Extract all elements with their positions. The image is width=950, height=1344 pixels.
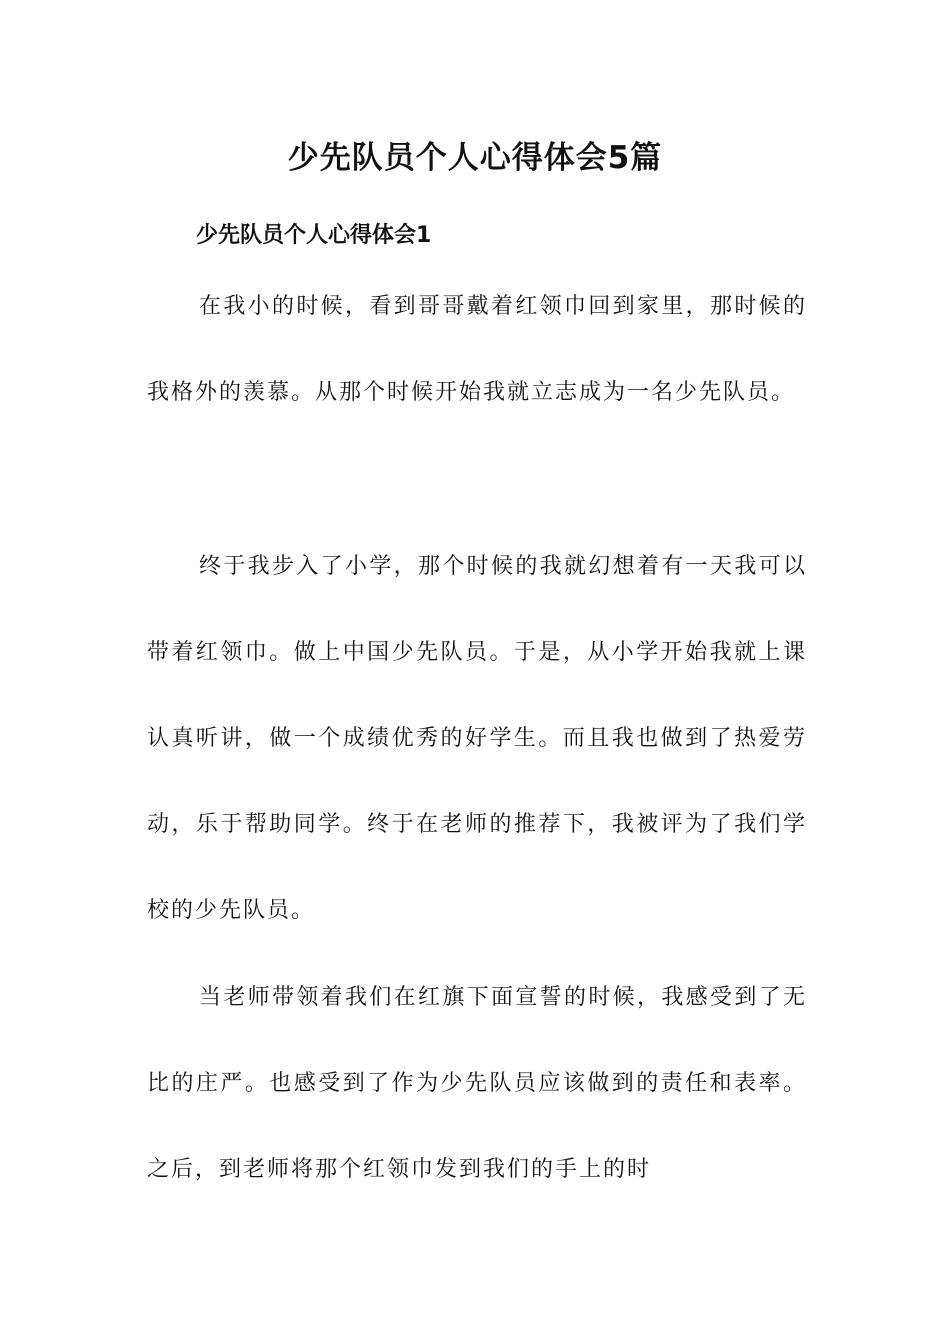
paragraph-2: 终于我步入了小学，那个时候的我就幻想着有一天我可以带着红领巾。做上中国少先队员。于是，从小学开始我就上课认真听讲，做一个成绩优秀的好学生。而且我也做到了热爱劳动，乐于帮助同学。终于在老师的推荐下，我被评为了我们学校的少先队员。 [147, 554, 807, 923]
document-title: 少先队员个人心得体会5篇 [287, 140, 663, 176]
paragraph-3: 当老师带领着我们在红旗下面宣誓的时候，我感受到了无比的庄严。也感受到了作为少先队员应该做到的责任和表率。之后，到老师将那个红领巾发到我们的手上的时 [147, 985, 807, 1182]
section-heading: 少先队员个人心得体会1 [196, 223, 432, 248]
paragraph-1: 在我小的时候，看到哥哥戴着红领巾回到家里，那时候的我格外的羡慕。从那个时候开始我就立志成为一名少先队员。 [147, 294, 807, 405]
